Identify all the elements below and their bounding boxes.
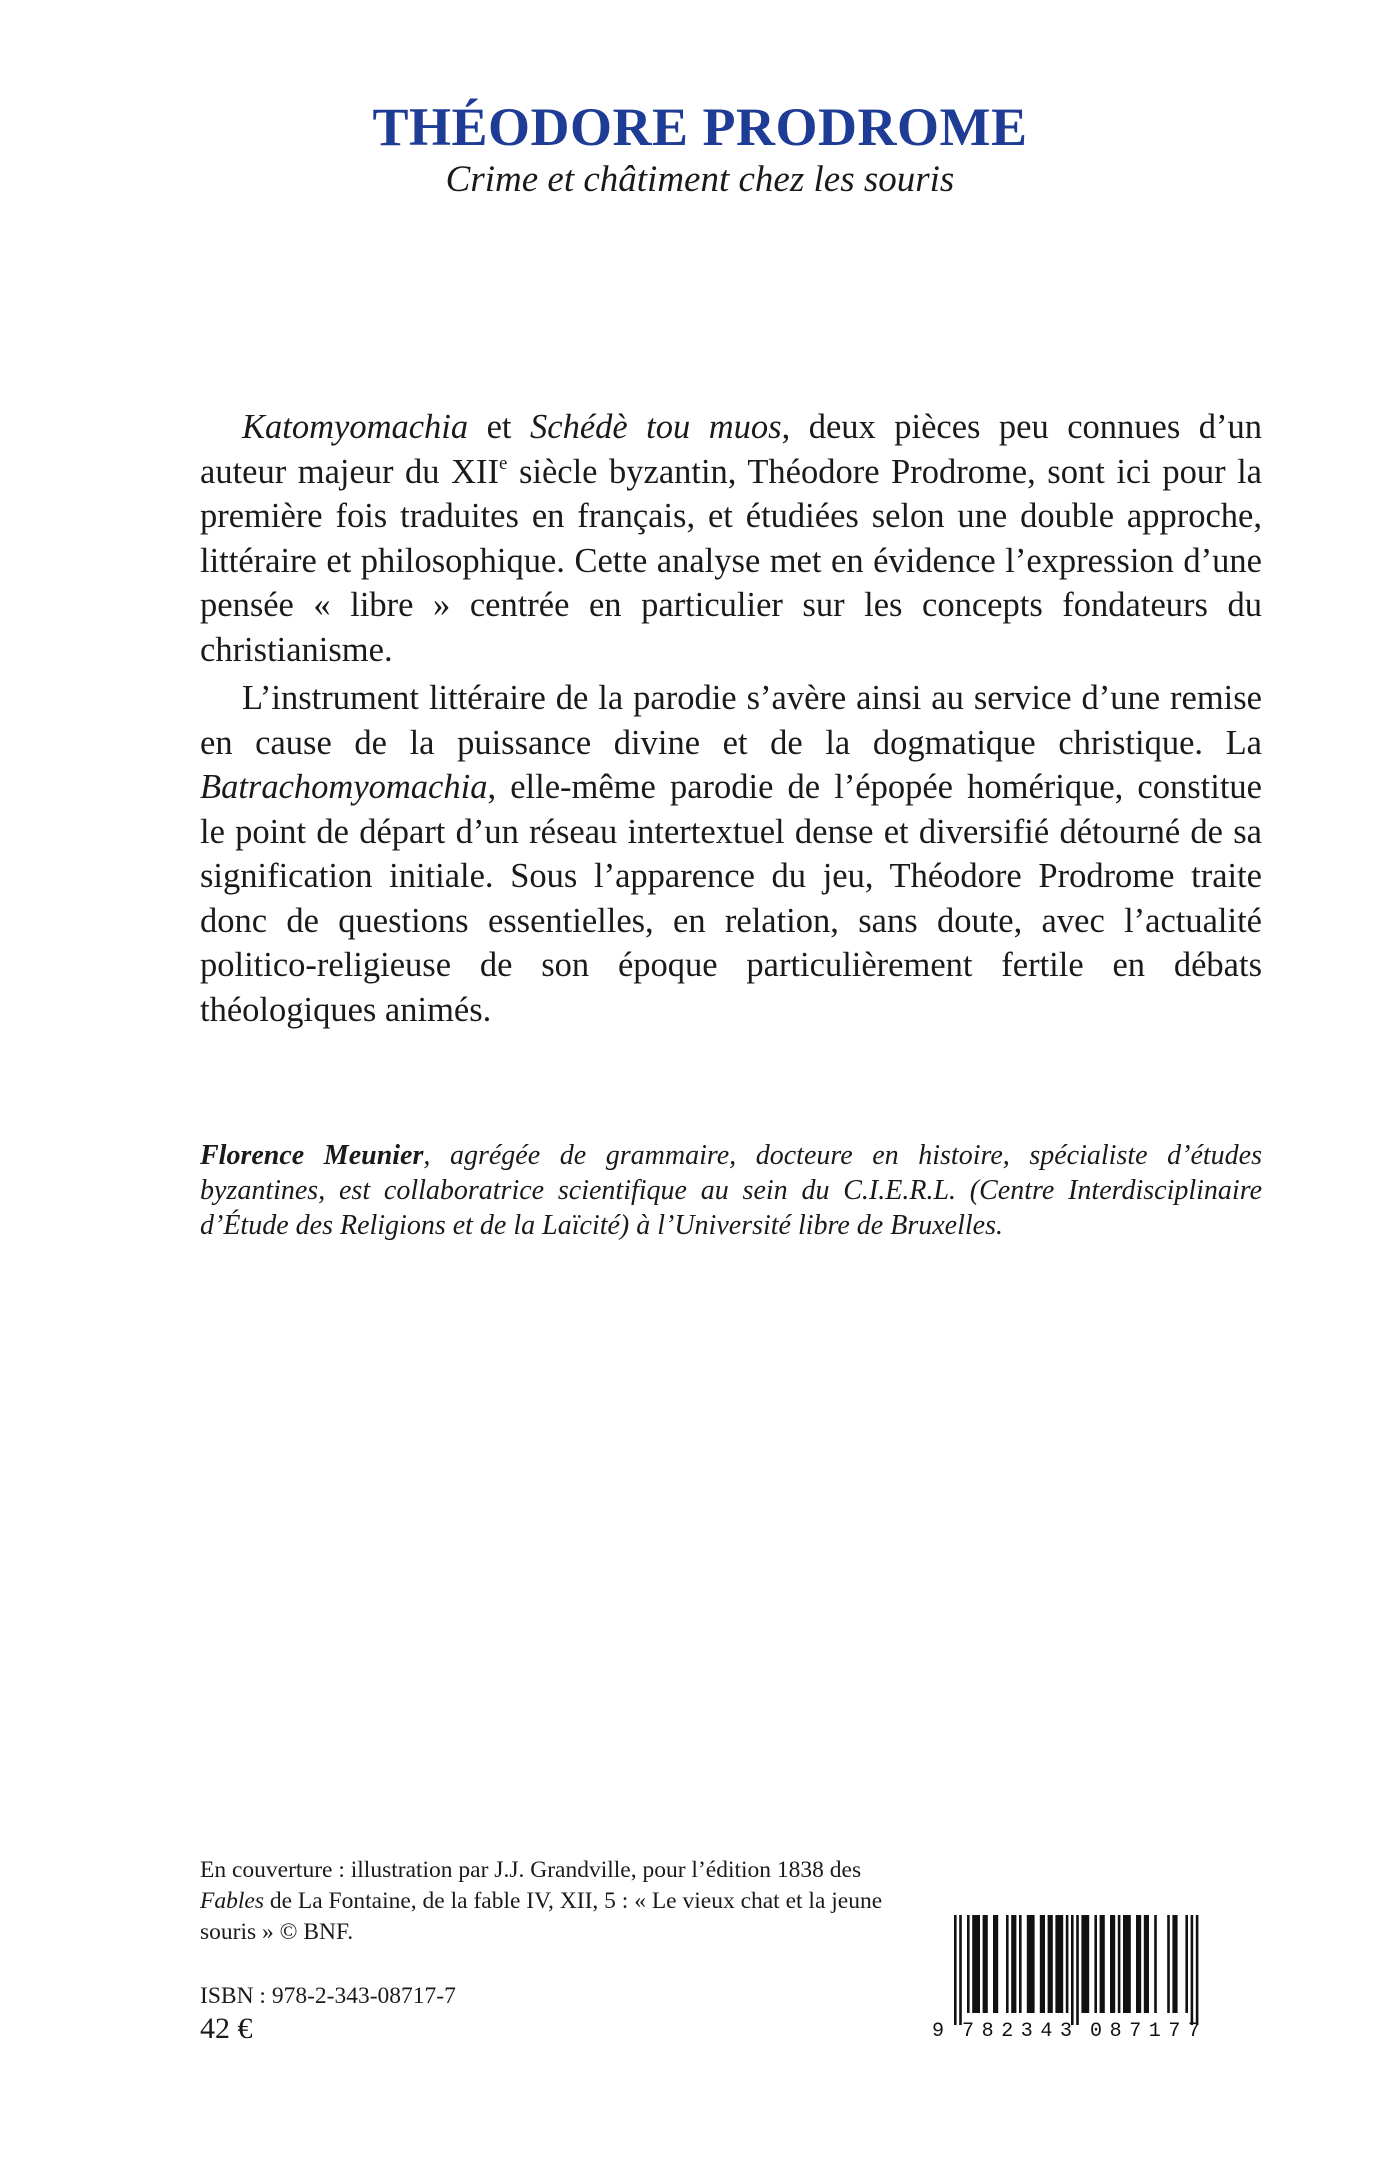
summary-text — [200, 405, 1262, 1032]
barcode-digits-left: 782343 — [962, 2020, 1072, 2040]
barcode-bar — [1191, 1915, 1194, 2025]
summary-paragraph: L’instrument littéraire de la parodie s’avère ainsi au service d’une remise en cause de la puissance divine et de la dogmatique christique. La Batrachomyomachia, elle-même parodie de l’épopée homérique, constitue le point de départ d’un réseau intertextuel dense et diversifié détourné de sa signification initiale. Sous l’apparence du jeu, Théodore Prodrome traite donc de questions essentielles, en relation, sans doute, avec l’actualité politico-religieuse de son époque particulièrement fertile en débats théologiques animés. — [200, 679, 1262, 1029]
barcode-bar — [1048, 1915, 1053, 2013]
barcode-bar — [1040, 1915, 1045, 2013]
cover-credit: En couverture : illustration par J.J. Grandville, pour l’édition 1838 des Fables de La Fontaine, de la fable IV, XII, 5 : « Le vieux chat et la jeune souris » © BNF. — [200, 1857, 883, 1945]
work-title: Fables — [200, 1888, 264, 1914]
barcode-bar — [1100, 1915, 1105, 2013]
barcode-bar — [967, 1915, 970, 2013]
barcode-bar — [1185, 1915, 1188, 2013]
author-bio: Florence Meunier, agrégée de grammaire, docteure en histoire, spécialiste d’études byzantines, est collaboratrice scientifique au sein du C.I.E.R.L. (Centre Interdisciplinaire d’Étude des Religions et de la Laïcité) à l’Université libre de Bruxelles. — [200, 1140, 1262, 1241]
barcode-icon — [930, 1915, 1230, 2040]
barcode-digits-right: 087177 — [1090, 2020, 1200, 2040]
work-title: Katomyomachia — [242, 408, 469, 446]
barcode-bar — [1154, 1915, 1157, 2013]
barcode-bar — [1006, 1915, 1009, 2013]
barcode-bar — [1123, 1915, 1131, 2013]
barcode — [930, 1915, 1230, 2040]
barcode-bar — [1011, 1915, 1016, 2013]
author-name: Florence Meunier — [200, 1140, 424, 1171]
barcode-bar — [983, 1915, 988, 2013]
barcode-bar — [1055, 1915, 1063, 2013]
book-subtitle: Crime et châtiment chez les souris — [445, 159, 955, 200]
barcode-bar — [1066, 1915, 1069, 2013]
barcode-bar — [972, 1915, 980, 2013]
barcode-bar — [1027, 1915, 1035, 2013]
barcode-bar — [1167, 1915, 1170, 2013]
barcode-bar — [1118, 1915, 1121, 2013]
barcode-bar — [1094, 1915, 1097, 2013]
barcode-bar — [1071, 1915, 1074, 2025]
summary-paragraph: Katomyomachia et Schédè tou muos, deux pièces peu connues d’un auteur majeur du XIIe siècle byzantin, Théodore Prodrome, sont ici pour la première fois traduites en français, et étudiées selon une double approche, littéraire et philosophique. Cette analyse met en évidence l’expression d’une pensée « libre » centrée en particulier sur les concepts fondateurs du christianisme. — [200, 408, 1262, 669]
barcode-bar — [1019, 1915, 1022, 2013]
barcode-bar — [1144, 1915, 1149, 2013]
barcode-bar — [954, 1915, 957, 2025]
barcode-bar — [1172, 1915, 1177, 2013]
barcode-bar — [959, 1915, 962, 2025]
book-title: THÉODORE PRODROME — [372, 97, 1028, 157]
work-title: Batrachomyomachia — [200, 768, 488, 806]
barcode-bar — [1196, 1915, 1199, 2025]
isbn: ISBN : 978-2-343-08717-7 — [200, 1983, 456, 2009]
price: 42 € — [200, 2012, 253, 2045]
barcode-bar — [993, 1915, 998, 2013]
barcode-bar — [1110, 1915, 1115, 2013]
barcode-first-digit: 9 — [932, 2020, 945, 2040]
barcode-bar — [1081, 1915, 1089, 2013]
barcode-bar — [1136, 1915, 1141, 2013]
barcode-bar — [1076, 1915, 1079, 2025]
work-title: Schédè tou muos — [530, 408, 782, 446]
